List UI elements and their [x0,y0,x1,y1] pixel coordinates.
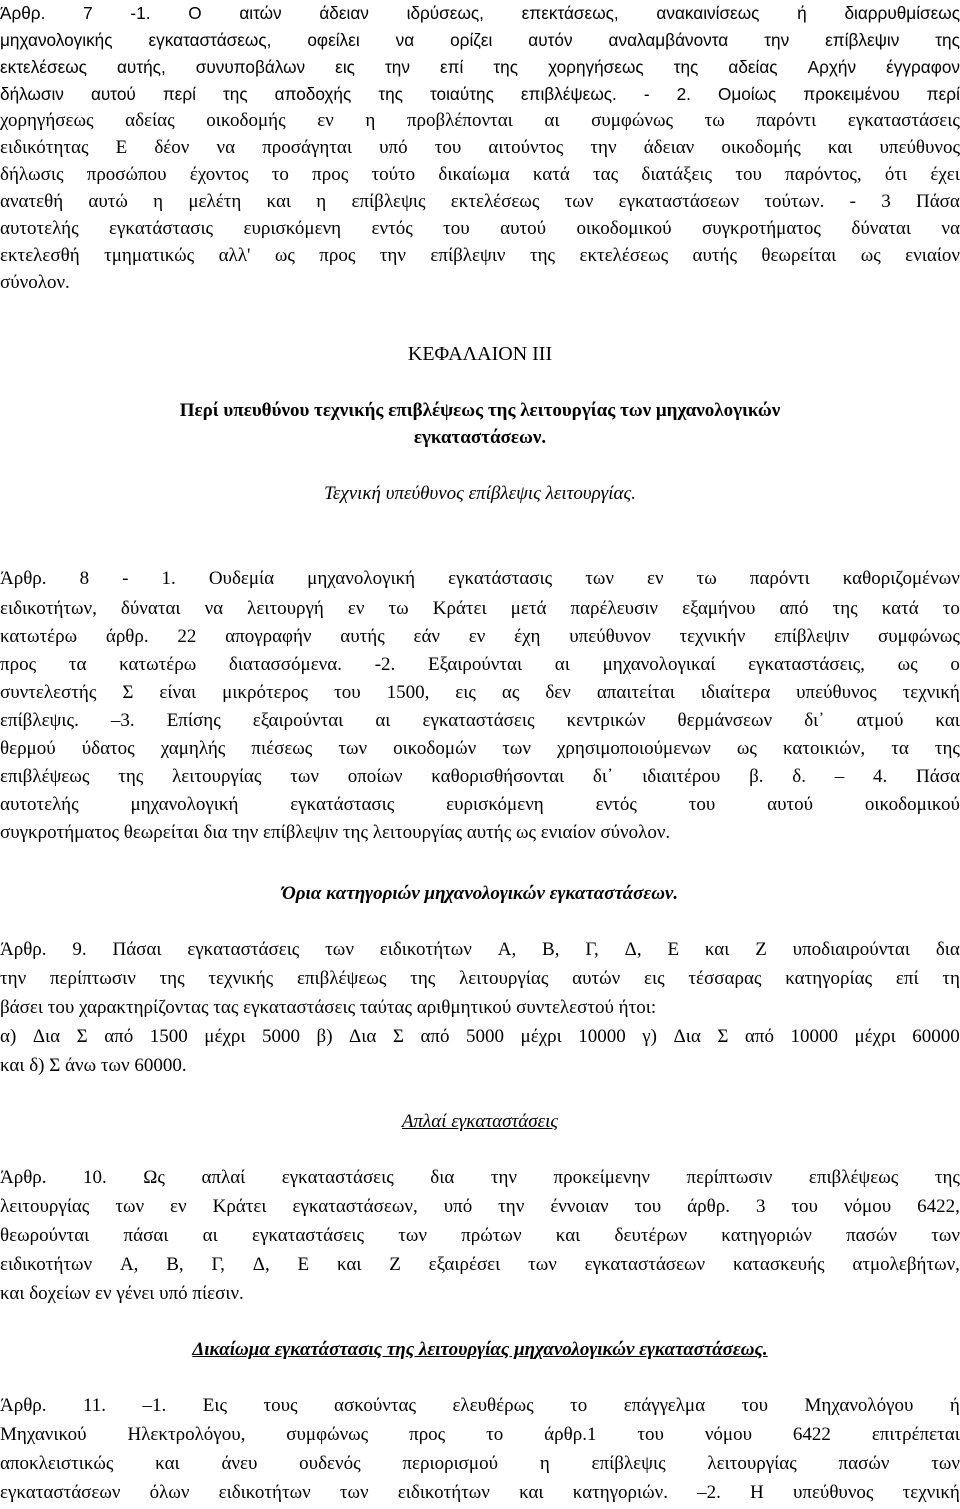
paragraph-line: επιβλέψεως της λειτουργίας των οποίων καθορισθήσονται δι᾽ ιδιαιτέρου β. δ. – 4. Πάσα [0,766,960,787]
paragraph-line: Άρθρ. 10. Ως απλαί εγκαταστάσεις δια την προκείμενην περίπτωσιν επιβλέψεως της [0,1167,960,1188]
paragraph-line: Άρθρ. 8 - 1. Ουδεμία μηχανολογική εγκατάστασις των εν τω παρόντι καθοριζομένων [0,568,960,589]
paragraph-line: λειτουργίας των εν Κράτει εγκαταστάσεων, υπό την έννοιαν του άρθρ. 3 του νόμου 6422, [0,1196,960,1217]
paragraph-line: αυτοτελής εγκατάστασις ευρισκόμενη εντός του αυτού οικοδομικού συγκροτήματος δύναται να [0,218,960,239]
paragraph-line: θεωρούνται πάσαι αι εγκαταστάσεις των πρώτων και δευτέρων κατηγοριών πασών των [0,1225,960,1246]
paragraph-line: δήλωσις προσώπου έχοντος το προς τούτο δικαίωμα κατά τας διατάξεις του παρόντος, ότι έχει [0,164,960,185]
paragraph-line: και δ) Σ άνω των 60000. [0,1055,187,1076]
paragraph-line: επίβλεψις. –3. Επίσης εξαιρούνται αι εγκαταστάσεις κεντρικών θερμάνσεων δι᾽ ατμού και [0,710,960,731]
paragraph-line: συγκροτήματος θεωρείται δια την επίβλεψιν της λειτουργίας αυτής ως ενιαίον σύνολον. [0,822,671,843]
section-heading: Απλαί εγκαταστάσεις [401,1111,559,1132]
chapter-subtitle: Περί υπευθύνου τεχνικής επιβλέψεως της λειτουργίας των μηχανολογικών [179,400,781,421]
paragraph-line: εκτελεσθή τμηματικώς αλλ' ως προς την επίβλεψιν της εκτελέσεως αυτής θεωρείται ως ενιαίον [0,245,960,266]
paragraph-line: Άρθρ. 11. –1. Εις τους ασκούντας ελευθέρως το επάγγελμα του Μηχανολόγου ή [0,1395,960,1416]
paragraph-line: ειδικότητας Ε δέον να προσάγηται υπό του αιτούντος την άδειαν οικοδομής και υπεύθυνος [0,137,960,158]
paragraph-line: εγκαταστάσεων όλων ειδικοτήτων των ειδικοτήτων και κατηγοριών. –2. Η υπεύθυνος τεχνική [0,1482,960,1503]
paragraph-line: βάσει του χαρακτηρίζοντας τας εγκαταστάσεις ταύτας αριθμητικού συντελεστού ήτοι: [0,997,657,1018]
section-heading: Όρια κατηγοριών μηχανολογικών εγκαταστάσεων. [281,883,679,904]
paragraph-line: ειδικοτήτων, δύναται να λειτουργή εν τω Κράτει μετά παρέλευσιν εξαμήνου από της κατά το [0,598,960,619]
chapter-subtitle: εγκαταστάσεων. [413,427,547,448]
paragraph-line: και δοχείων εν γένει υπό πίεσιν. [0,1283,244,1304]
paragraph-line: α) Δια Σ από 1500 μέχρι 5000 β) Δια Σ από 5000 μέχρι 10000 γ) Δια Σ από 10000 μέχρι 60000 [0,1026,960,1047]
paragraph-line: την περίπτωσιν της τεχνικής επιβλέψεως της λειτουργίας αυτών εις τέσσαρας κατηγορίας επί τη [0,968,960,989]
paragraph-line: ειδικοτήτων Α, Β, Γ, Δ, Ε και Ζ εξαιρέσει των εγκαταστάσεων κατασκευής ατμολεβήτων, [0,1254,960,1275]
paragraph-line: θερμού ύδατος χαμηλής πιέσεως των οικοδομών των χρησιμοποιούμενων ως κατοικιών, τα της [0,738,960,759]
paragraph-line: μηχανολογικής εγκαταστάσεως, οφείλει να ορίζει αυτόν αναλαμβάνοντα την επίβλεψιν της [0,30,960,50]
paragraph-line: αποκλειστικώς και άνευ ουδενός περιορισμού η επίβλεψις λειτουργίας πασών των [0,1453,960,1474]
paragraph-line: εκτελέσεως αυτής, συνυποβάλων εις την επί της χορηγήσεως της αδείας Αρχήν έγγραφον [0,57,960,77]
paragraph-line: Μηχανικού Ηλεκτρολόγου, συμφώνως προς το άρθρ.1 του νόμου 6422 επιτρέπεται [0,1424,960,1445]
paragraph-line: χορηγήσεως αδείας οικοδομής εν η προβλέπονται αι συμφώνως τω παρόντι εγκαταστάσεις [0,110,960,131]
section-heading: Δικαίωμα εγκατάστασις της λειτουργίας μηχανολογικών εγκαταστάσεως. [192,1339,768,1360]
paragraph-line: Άρθρ. 7 -1. Ο αιτών άδειαν ιδρύσεως, επεκτάσεως, ανακαινίσεως ή διαρρυθμίσεως [0,3,960,23]
paragraph-line: ανατεθή αυτώ η μελέτη και η επίβλεψις εκτελέσεως των εγκαταστάσεων τούτων. - 3 Πάσα [0,191,960,212]
paragraph-line: Άρθρ. 9. Πάσαι εγκαταστάσεις των ειδικοτήτων Α, Β, Γ, Δ, Ε και Ζ υποδιαιρούνται δια [0,939,960,960]
paragraph-line: προς τα κατωτέρω διατασσόμενα. -2. Εξαιρούνται αι μηχανολογικαί εγκαταστάσεις, ως ο [0,654,960,675]
paragraph-line: κατωτέρω άρθρ. 22 απογραφήν αυτής εάν εν έχη υπεύθυνον τεχνικήν επίβλεψιν συμφώνως [0,626,960,647]
paragraph-line: συντελεστής Σ είναι μικρότερος του 1500, εις ας δεν απαιτείται ιδιαίτερα υπεύθυνος τεχνική [0,682,960,703]
paragraph-line: αυτοτελής μηχανολογική εγκατάστασις ευρισκόμενη εντός του αυτού οικοδομικού [0,794,960,815]
chapter-title: ΚΕΦΑΛΑΙΟΝ ΙΙΙ [407,343,553,365]
paragraph-line: δήλωσιν αυτού περί της αποδοχής της τοιαύτης επιβλέψεως. - 2. Ομοίως προκειμένου περί [0,84,960,104]
section-heading: Τεχνική υπεύθυνος επίβλεψις λειτουργίας. [324,483,636,504]
paragraph-line: σύνολον. [0,272,70,293]
